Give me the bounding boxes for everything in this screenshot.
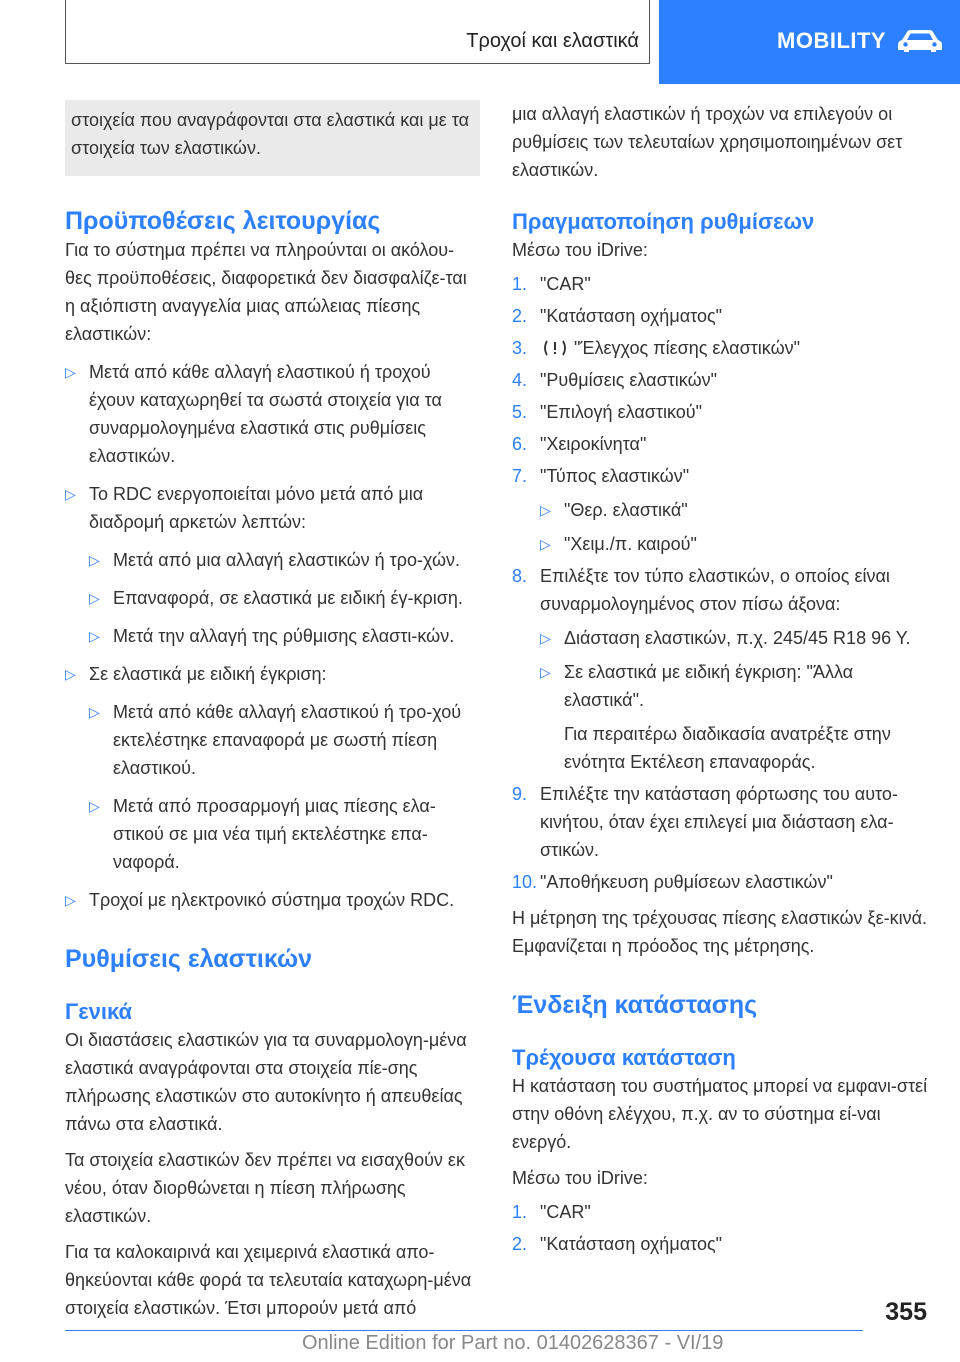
chapter-title: Τροχοί και ελαστικά	[466, 30, 639, 52]
step-number: 2.	[512, 306, 528, 326]
step-number: 8.	[512, 566, 528, 586]
sub-list	[540, 624, 932, 714]
heading-perform-settings: Πραγματοποίηση ρυθμίσεων	[512, 209, 815, 234]
step-item	[512, 366, 932, 394]
step-text: "Ρυθμίσεις ελαστικών"	[540, 370, 718, 390]
step-text: "Αποθήκευση ρυθμίσεων ελαστικών"	[540, 872, 833, 892]
step-text: "Κατάσταση οχήματος"	[540, 1234, 723, 1254]
list-item: ▷ Σε ελαστικά με ειδική έγκριση: "Άλλα ελαστικά".	[540, 658, 932, 714]
step-item	[512, 1198, 932, 1226]
step-number: 5.	[512, 402, 528, 422]
general-text-1: Οι διαστάσεις ελαστικών για τα συναρμολογη-μένα ελαστικά αναγράφονται στα στοιχεία πίε-σης πλήρωσης ελαστικών στο αυτοκίνητο ή απευθείας πάνω στα ελαστικά.	[65, 1030, 467, 1134]
step-text: "Τύπος ελαστικών"	[540, 466, 690, 486]
step-number: 4.	[512, 370, 528, 390]
steps-list	[512, 270, 932, 896]
list-item: ▷ "Χειμ./π. καιρού"	[540, 530, 932, 558]
heading-prerequisites: Προϋποθέσεις λειτουργίας	[65, 207, 381, 235]
step-item	[512, 780, 932, 864]
step-text: "Κατάσταση οχήματος"	[540, 306, 723, 326]
sub-list	[89, 546, 480, 650]
step-item	[512, 1230, 932, 1258]
list-item: ▷ Μετά την αλλαγή της ρύθμισης ελαστι-κών.	[89, 622, 480, 650]
step-number: 1.	[512, 274, 528, 294]
step-number: 2.	[512, 1234, 528, 1254]
list-item: ▷ Μετά από προσαρμογή μιας πίεσης ελα-στικού σε μια νέα τιμή εκτελέστηκε επα-ναφορά.	[89, 792, 480, 876]
heading-general: Γενικά	[65, 999, 133, 1024]
section-label: MOBILITY	[777, 28, 887, 53]
left-column	[65, 100, 480, 1322]
current-status-text: Η κατάσταση του συστήματος μπορεί να εμφανι-στεί στην οθόνη ελέγχου, π.χ. αν το σύστημα εί-ναι ενεργό.	[512, 1076, 928, 1152]
car-icon	[896, 28, 944, 54]
footer-divider	[65, 1330, 863, 1331]
list-item: ▷ Μετά από κάθε αλλαγή ελαστικού ή τροχού έχουν καταχωρηθεί τα σωστά στοιχεία για τα συναρμολογημένα ελαστικά στις ρυθμίσεις ελαστικών.	[65, 358, 480, 470]
via-idrive-text-2: Μέσω του iDrive:	[512, 1168, 648, 1188]
right-column	[512, 100, 932, 1258]
list-item: ▷ Μετά από κάθε αλλαγή ελαστικού ή τρο-χού εκτελέστηκε επαναφορά με σωστή πίεση ελαστικού.	[89, 698, 480, 782]
step-number: 6.	[512, 434, 528, 454]
list-item: ▷ Διάσταση ελαστικών, π.χ. 245/45 R18 96 Y.	[540, 624, 932, 652]
step-number: 3.	[512, 338, 528, 358]
tire-pressure-warning-icon	[542, 339, 568, 357]
step-note: Για περαιτέρω διαδικασία ανατρέξτε στην ενότητα Εκτέλεση επαναφοράς.	[564, 724, 891, 772]
page-number: 355	[885, 1298, 927, 1326]
prerequisites-list	[65, 358, 480, 914]
sub-list	[89, 698, 480, 876]
heading-current-status: Τρέχουσα κατάσταση	[512, 1045, 736, 1070]
steps-list-2	[512, 1198, 932, 1258]
step-number: 9.	[512, 784, 528, 804]
general-text-2: Τα στοιχεία ελαστικών δεν πρέπει να εισαχθούν εκ νέου, όταν διορθώνεται η πίεση πλήρωσης ελαστικών.	[65, 1150, 465, 1226]
step-number: 1.	[512, 1202, 528, 1222]
list-item: ▷ Τροχοί με ηλεκτρονικό σύστημα τροχών RDC.	[65, 886, 480, 914]
header-box	[65, 0, 650, 64]
step-number: 10.	[512, 872, 538, 892]
list-item: ▷ "Θερ. ελαστικά"	[540, 496, 932, 524]
step-item	[512, 562, 932, 776]
list-item	[65, 480, 480, 650]
step-text: Επιλέξτε την κατάσταση φόρτωσης του αυτο-κινήτου, όταν έχει επιλεγεί μια διάσταση ελα-στικών.	[540, 784, 898, 860]
step-text: "Χειροκίνητα"	[540, 434, 647, 454]
step-item	[512, 462, 932, 558]
step-item	[512, 868, 932, 896]
step-text: "CAR"	[540, 1202, 591, 1222]
continuation-text: μια αλλαγή ελαστικών ή τροχών να επιλεγούν οι ρυθμίσεις των τελευταίων χρησιμοποιημένων σετ ελαστικών.	[512, 104, 903, 180]
edition-text: Online Edition for Part no. 01402628367 - VI/19	[302, 1332, 724, 1354]
heading-tire-settings: Ρυθμίσεις ελαστικών	[65, 945, 313, 973]
step-item	[512, 334, 932, 362]
via-idrive-text: Μέσω του iDrive:	[512, 240, 648, 260]
step-item	[512, 430, 932, 458]
section-tab	[659, 0, 960, 84]
sub-list	[540, 496, 932, 558]
note-box: στοιχεία που αναγράφονται στα ελαστικά και με τα στοιχεία των ελαστικών.	[65, 100, 480, 176]
step-text: "Έλεγχος πίεσης ελαστικών"	[574, 338, 801, 358]
list-item-text: Το RDC ενεργοποιείται μόνο μετά από μια διαδρομή αρκετών λεπτών:	[89, 484, 424, 532]
general-text-3: Για τα καλοκαιρινά και χειμερινά ελαστικά απο-θηκεύονται κάθε φορά τα τελευταία καταχωρη-μένα στοιχεία ελαστικών. Έτσι μπορούν μετά από	[65, 1242, 472, 1318]
step-text: Επιλέξτε τον τύπο ελαστικών, ο οποίος είναι συναρμολογημένος στον πίσω άξονα:	[540, 566, 890, 614]
step-item	[512, 270, 932, 298]
list-item: ▷ Μετά από μια αλλαγή ελαστικών ή τρο-χών.	[89, 546, 480, 574]
step-item	[512, 302, 932, 330]
prerequisites-text: Για το σύστημα πρέπει να πληρούνται οι ακόλου-θες προϋποθέσεις, διαφορετικά δεν διασφαλίζε-ται η αξιόπιστη αναγγελία μιας απώλειας πίεσης ελαστικών:	[65, 240, 467, 344]
step-text: "CAR"	[540, 274, 591, 294]
step-text: "Επιλογή ελαστικού"	[540, 402, 702, 422]
measurement-text: Η μέτρηση της τρέχουσας πίεσης ελαστικών ξε-κινά. Εμφανίζεται η πρόοδος της μέτρησης.	[512, 908, 927, 956]
step-item	[512, 398, 932, 426]
heading-status-display: Ένδειξη κατάστασης	[512, 991, 758, 1019]
step-number: 7.	[512, 466, 528, 486]
list-item-text: Σε ελαστικά με ειδική έγκριση:	[89, 664, 327, 684]
list-item	[65, 660, 480, 876]
list-item: ▷ Επαναφορά, σε ελαστικά με ειδική έγ-κριση.	[89, 584, 480, 612]
